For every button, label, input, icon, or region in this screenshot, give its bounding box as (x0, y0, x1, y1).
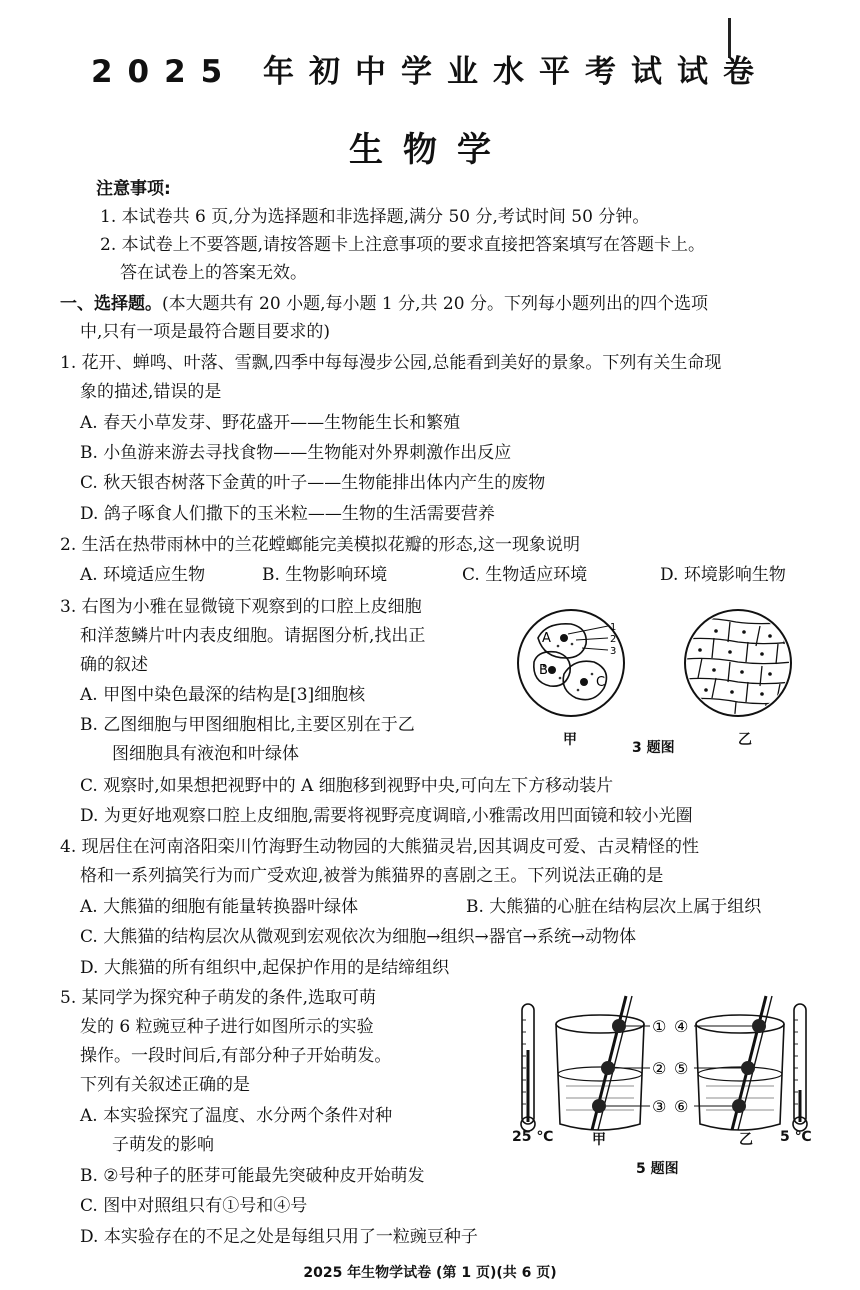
q3-figure-label-right: 乙 (738, 732, 752, 748)
q5-figure (510, 990, 820, 1150)
seed-label-5: ⑤ (674, 1059, 689, 1078)
q4-stem-2: 格和一系列搞笑行为而广受欢迎,被誉为熊猫界的喜剧之王。下列说法正确的是 (80, 866, 664, 886)
beaker-right (694, 996, 784, 1130)
q3-option-b: B. 乙图细胞与甲图细胞相比,主要区别在于乙 (80, 715, 415, 735)
number-label-1: 1 (610, 622, 617, 633)
cell-label-c: C (596, 675, 606, 690)
q5-figure-label-left: 甲 (592, 1132, 606, 1148)
q5-option-b: B. ②号种子的胚芽可能最先突破种皮开始萌发 (80, 1166, 425, 1186)
number-label-2: 2 (610, 634, 617, 645)
thermometer-left (521, 1004, 535, 1131)
page-footer: 2025 年生物学试卷 (第 1 页)(共 6 页) (303, 1265, 557, 1281)
q5-option-d: D. 本实验存在的不足之处是每组只用了一粒豌豆种子 (80, 1227, 478, 1247)
subject-title: 生物学 (349, 130, 511, 170)
q5-temp-right: 5 ℃ (780, 1129, 812, 1145)
q4-option-c: C. 大熊猫的结构层次从微观到宏观依次为细胞→组织→器官→系统→动物体 (80, 927, 637, 947)
q5-figure-caption: 5 题图 (636, 1161, 679, 1177)
seed-label-2: ② (652, 1059, 667, 1078)
q1-stem-1: 1. 花开、蝉鸣、叶落、雪飘,四季中每每漫步公园,总能看到美好的景象。下列有关生命现 (60, 353, 722, 373)
q2-option-b: B. 生物影响环境 (262, 565, 388, 585)
q1-option-c: C. 秋天银杏树落下金黄的叶子——生物能排出体内产生的废物 (80, 473, 546, 493)
q2-option-a: A. 环境适应生物 (80, 565, 206, 585)
number-label-3: 3 (610, 646, 617, 657)
q1-stem-2: 象的描述,错误的是 (80, 382, 222, 402)
q1-option-b: B. 小鱼游来游去寻找食物——生物能对外界刺激作出反应 (80, 443, 512, 463)
q2-option-d: D. 环境影响生物 (660, 565, 786, 585)
q3-stem-3: 确的叙述 (80, 655, 148, 675)
q3-stem-1: 3. 右图为小雅在显微镜下观察到的口腔上皮细胞 (60, 597, 422, 617)
notice-heading: 注意事项: (96, 179, 171, 199)
q3-option-d: D. 为更好地观察口腔上皮细胞,需要将视野亮度调暗,小雅需改用凹面镜和较小光圈 (80, 806, 693, 826)
seed-label-6: ⑥ (674, 1097, 689, 1116)
q5-temp-left: 25 ℃ (512, 1129, 554, 1145)
beaker-left (556, 996, 650, 1130)
q2-option-c: C. 生物适应环境 (462, 565, 588, 585)
section-1-title: 一、选择题。 (60, 294, 162, 314)
seed-label-1: ① (652, 1017, 667, 1036)
q1-option-d: D. 鸽子啄食人们撒下的玉米粒——生物的生活需要营养 (80, 504, 495, 524)
cell-label-b: B (539, 663, 548, 678)
q5-option-a-cont: 子萌发的影响 (112, 1135, 214, 1155)
notice-item-1: 1. 本试卷共 6 页,分为选择题和非选择题,满分 50 分,考试时间 50 分钟。 (100, 207, 650, 227)
q3-option-c: C. 观察时,如果想把视野中的 A 细胞移到视野中央,可向左下方移动装片 (80, 776, 614, 796)
field-of-view-cheek-cells (518, 610, 624, 716)
q3-figure-label-left: 甲 (563, 732, 577, 748)
notice-item-2: 2. 本试卷上不要答题,请按答题卡上注意事项的要求直接把答案填写在答题卡上。 (100, 235, 706, 255)
q4-stem-1: 4. 现居住在河南洛阳栾川竹海野生动物园的大熊猫灵岩,因其调皮可爱、古灵精怪的性 (60, 837, 700, 857)
q5-option-c: C. 图中对照组只有①号和④号 (80, 1196, 308, 1216)
section-1-heading (60, 292, 708, 316)
seed-label-4: ④ (674, 1017, 689, 1036)
q5-stem-1: 5. 某同学为探究种子萌发的条件,选取可萌 (60, 988, 377, 1008)
q2-stem: 2. 生活在热带雨林中的兰花螳螂能完美模拟花瓣的形态,这一现象说明 (60, 535, 581, 555)
q5-stem-4: 下列有关叙述正确的是 (80, 1075, 250, 1095)
q1-option-a: A. 春天小草发芽、野花盛开——生物能生长和繁殖 (80, 413, 461, 433)
q4-option-d: D. 大熊猫的所有组织中,起保护作用的是结缔组织 (80, 958, 450, 978)
section-1-desc: (本大题共有 20 小题,每小题 1 分,共 20 分。下列每小题列出的四个选项 (162, 294, 708, 314)
section-1-desc-2: 中,只有一项是最符合题目要求的) (80, 322, 331, 342)
q3-stem-2: 和洋葱鳞片叶内表皮细胞。请据图分析,找出正 (80, 626, 426, 646)
seed-label-3: ③ (652, 1097, 667, 1116)
cell-label-a: A (542, 631, 551, 646)
q3-option-a: A. 甲图中染色最深的结构是[3]细胞核 (80, 685, 366, 705)
field-of-view-onion-cells (676, 600, 806, 726)
exam-title: 2025 年初中学业水平考试试卷 (90, 54, 770, 90)
q5-figure-label-right: 乙 (739, 1132, 753, 1148)
q5-stem-2: 发的 6 粒豌豆种子进行如图所示的实验 (80, 1017, 374, 1037)
q4-option-b: B. 大熊猫的心脏在结构层次上属于组织 (466, 897, 762, 917)
q4-option-a: A. 大熊猫的细胞有能量转换器叶绿体 (80, 897, 359, 917)
thermometer-right (793, 1004, 807, 1131)
q3-figure-caption: 3 题图 (632, 740, 675, 756)
q5-option-a: A. 本实验探究了温度、水分两个条件对种 (80, 1106, 393, 1126)
q5-stem-3: 操作。一段时间后,有部分种子开始萌发。 (80, 1046, 392, 1066)
notice-item-2-cont: 答在试卷上的答案无效。 (120, 263, 307, 283)
q3-option-b-cont: 图细胞具有液泡和叶绿体 (112, 744, 299, 764)
